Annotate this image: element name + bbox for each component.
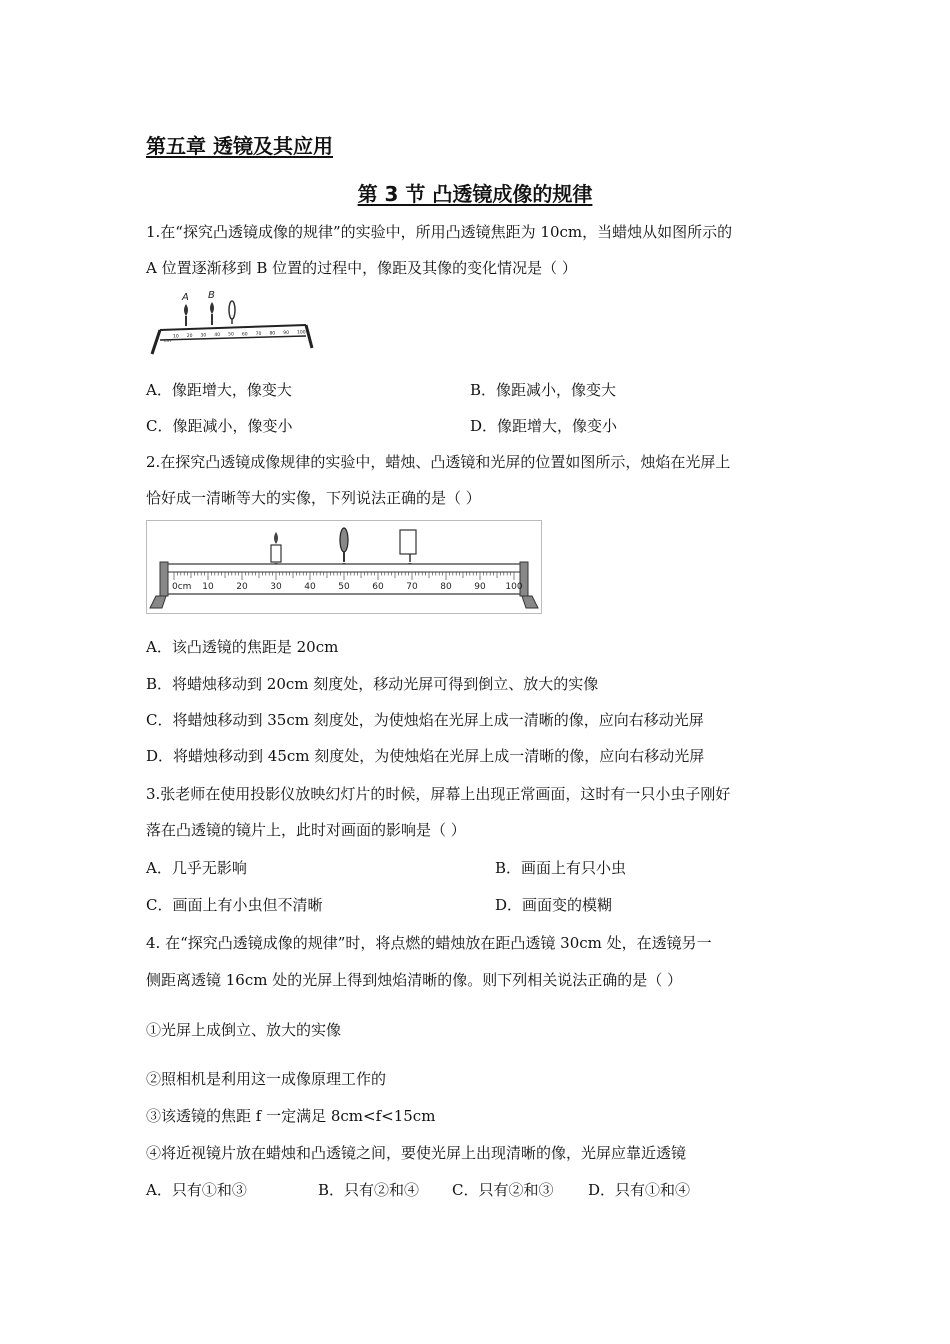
q1-tick-label: 20 <box>186 334 193 340</box>
q2-option-c: C．将蜡烛移动到 35cm 刻度处，为使烛焰在光屏上成一清晰的像，应向右移动光屏 <box>146 711 704 729</box>
section-title: 第 3 节 凸透镜成像的规律 <box>357 182 593 206</box>
q4-statement-1: ①光屏上成倒立、放大的实像 <box>146 1021 342 1039</box>
q2-tick-label: 70 <box>406 582 418 592</box>
q1-tick-label: 40 <box>214 333 221 339</box>
q1-stem-line1: 1.在“探究凸透镜成像的规律”的实验中，所用凸透镜焦距为 10cm，当蜡烛从如图所示的 <box>146 223 733 241</box>
q2-tick-label: 0cm <box>172 582 192 592</box>
q1-option-b: B．像距减小，像变大 <box>470 381 617 399</box>
q1-tick-label: 50 <box>228 332 234 338</box>
q2-option-d: D．将蜡烛移动到 45cm 刻度处，为使烛焰在光屏上成一清晰的像，应向右移动光屏 <box>146 747 705 765</box>
q4-option-a: A．只有①和③ <box>146 1181 247 1199</box>
q1-candle-a <box>181 292 189 326</box>
q1-option-c: C．像距减小，像变小 <box>146 417 293 435</box>
q1-bench <box>152 325 312 354</box>
chapter-title: 第五章 透镜及其应用 <box>146 134 333 158</box>
q4-stem-line2: 侧距离透镜 16cm 处的光屏上得到烛焰清晰的像。则下列相关说法正确的是（ ） <box>146 971 683 989</box>
q3-option-a: A．几乎无影响 <box>146 859 247 877</box>
q3-stem-line2: 落在凸透镜的镜片上，此时对画面的影响是（ ） <box>146 821 466 839</box>
q2-tick-label: 100 <box>505 582 523 592</box>
q2-stem-line2: 恰好成一清晰等大的实像，下列说法正确的是（ ） <box>146 489 481 507</box>
q1-tick-label: 60 <box>241 332 248 338</box>
q2-optical-bench-figure <box>146 520 542 614</box>
q2-tick-label: 30 <box>270 582 282 592</box>
q2-bench <box>150 562 538 608</box>
q1-unit-label: cm <box>164 339 171 344</box>
q3-option-c: C．画面上有小虫但不清晰 <box>146 896 323 914</box>
q2-tick-label: 10 <box>202 582 214 592</box>
q1-tick-label: 100 <box>297 330 306 336</box>
q1-tick-label: 70 <box>255 331 262 337</box>
q2-tick-label: 20 <box>236 582 248 592</box>
q4-option-c: C．只有②和③ <box>452 1181 554 1199</box>
q1-tick-label: 80 <box>269 331 276 337</box>
q1-label-a: A <box>182 292 189 303</box>
q1-lens <box>229 301 235 324</box>
q4-statement-4: ④将近视镜片放在蜡烛和凸透镜之间，要使光屏上出现清晰的像，光屏应靠近透镜 <box>146 1144 687 1162</box>
q4-option-d: D．只有①和④ <box>588 1181 691 1199</box>
q2-tick-label: 80 <box>440 582 452 592</box>
q1-optical-bench-figure <box>146 290 316 360</box>
q4-stem-line1: 4. 在“探究凸透镜成像的规律”时，将点燃的蜡烛放在距凸透镜 30cm 处，在透镜另一 <box>146 934 712 952</box>
q3-stem-line1: 3.张老师在使用投影仪放映幻灯片的时候，屏幕上出现正常画面，这时有一只小虫子刚好 <box>146 785 731 803</box>
q2-tick-label: 90 <box>474 582 486 592</box>
q1-stem-line2: A 位置逐渐移到 B 位置的过程中，像距及其像的变化情况是（ ） <box>146 259 577 277</box>
q1-option-d: D．像距增大，像变小 <box>470 417 618 435</box>
q1-option-a: A．像距增大，像变大 <box>146 381 292 399</box>
q2-option-b: B．将蜡烛移动到 20cm 刻度处，移动光屏可得到倒立、放大的实像 <box>146 675 599 693</box>
q2-tick-label: 50 <box>338 582 350 592</box>
q1-tick-label: 30 <box>200 333 207 339</box>
q2-tick-label: 60 <box>372 582 384 592</box>
q1-candle-b <box>208 290 215 325</box>
q2-tick-label: 40 <box>304 582 316 592</box>
q3-option-b: B．画面上有只小虫 <box>495 859 627 877</box>
q1-label-b: B <box>208 290 215 301</box>
q2-stem-line1: 2.在探究凸透镜成像规律的实验中，蜡烛、凸透镜和光屏的位置如图所示，烛焰在光屏上 <box>146 453 731 471</box>
q2-option-a: A．该凸透镜的焦距是 20cm <box>146 638 339 656</box>
q3-option-d: D．画面变的模糊 <box>495 896 613 914</box>
q4-statement-2: ②照相机是利用这一成像原理工作的 <box>146 1070 387 1088</box>
q1-tick-label: 90 <box>283 330 289 336</box>
q4-statement-3: ③该透镜的焦距 f 一定满足 8cm<f<15cm <box>146 1107 436 1125</box>
q1-tick-label: 10 <box>173 334 179 340</box>
q4-option-b: B．只有②和④ <box>318 1181 420 1199</box>
